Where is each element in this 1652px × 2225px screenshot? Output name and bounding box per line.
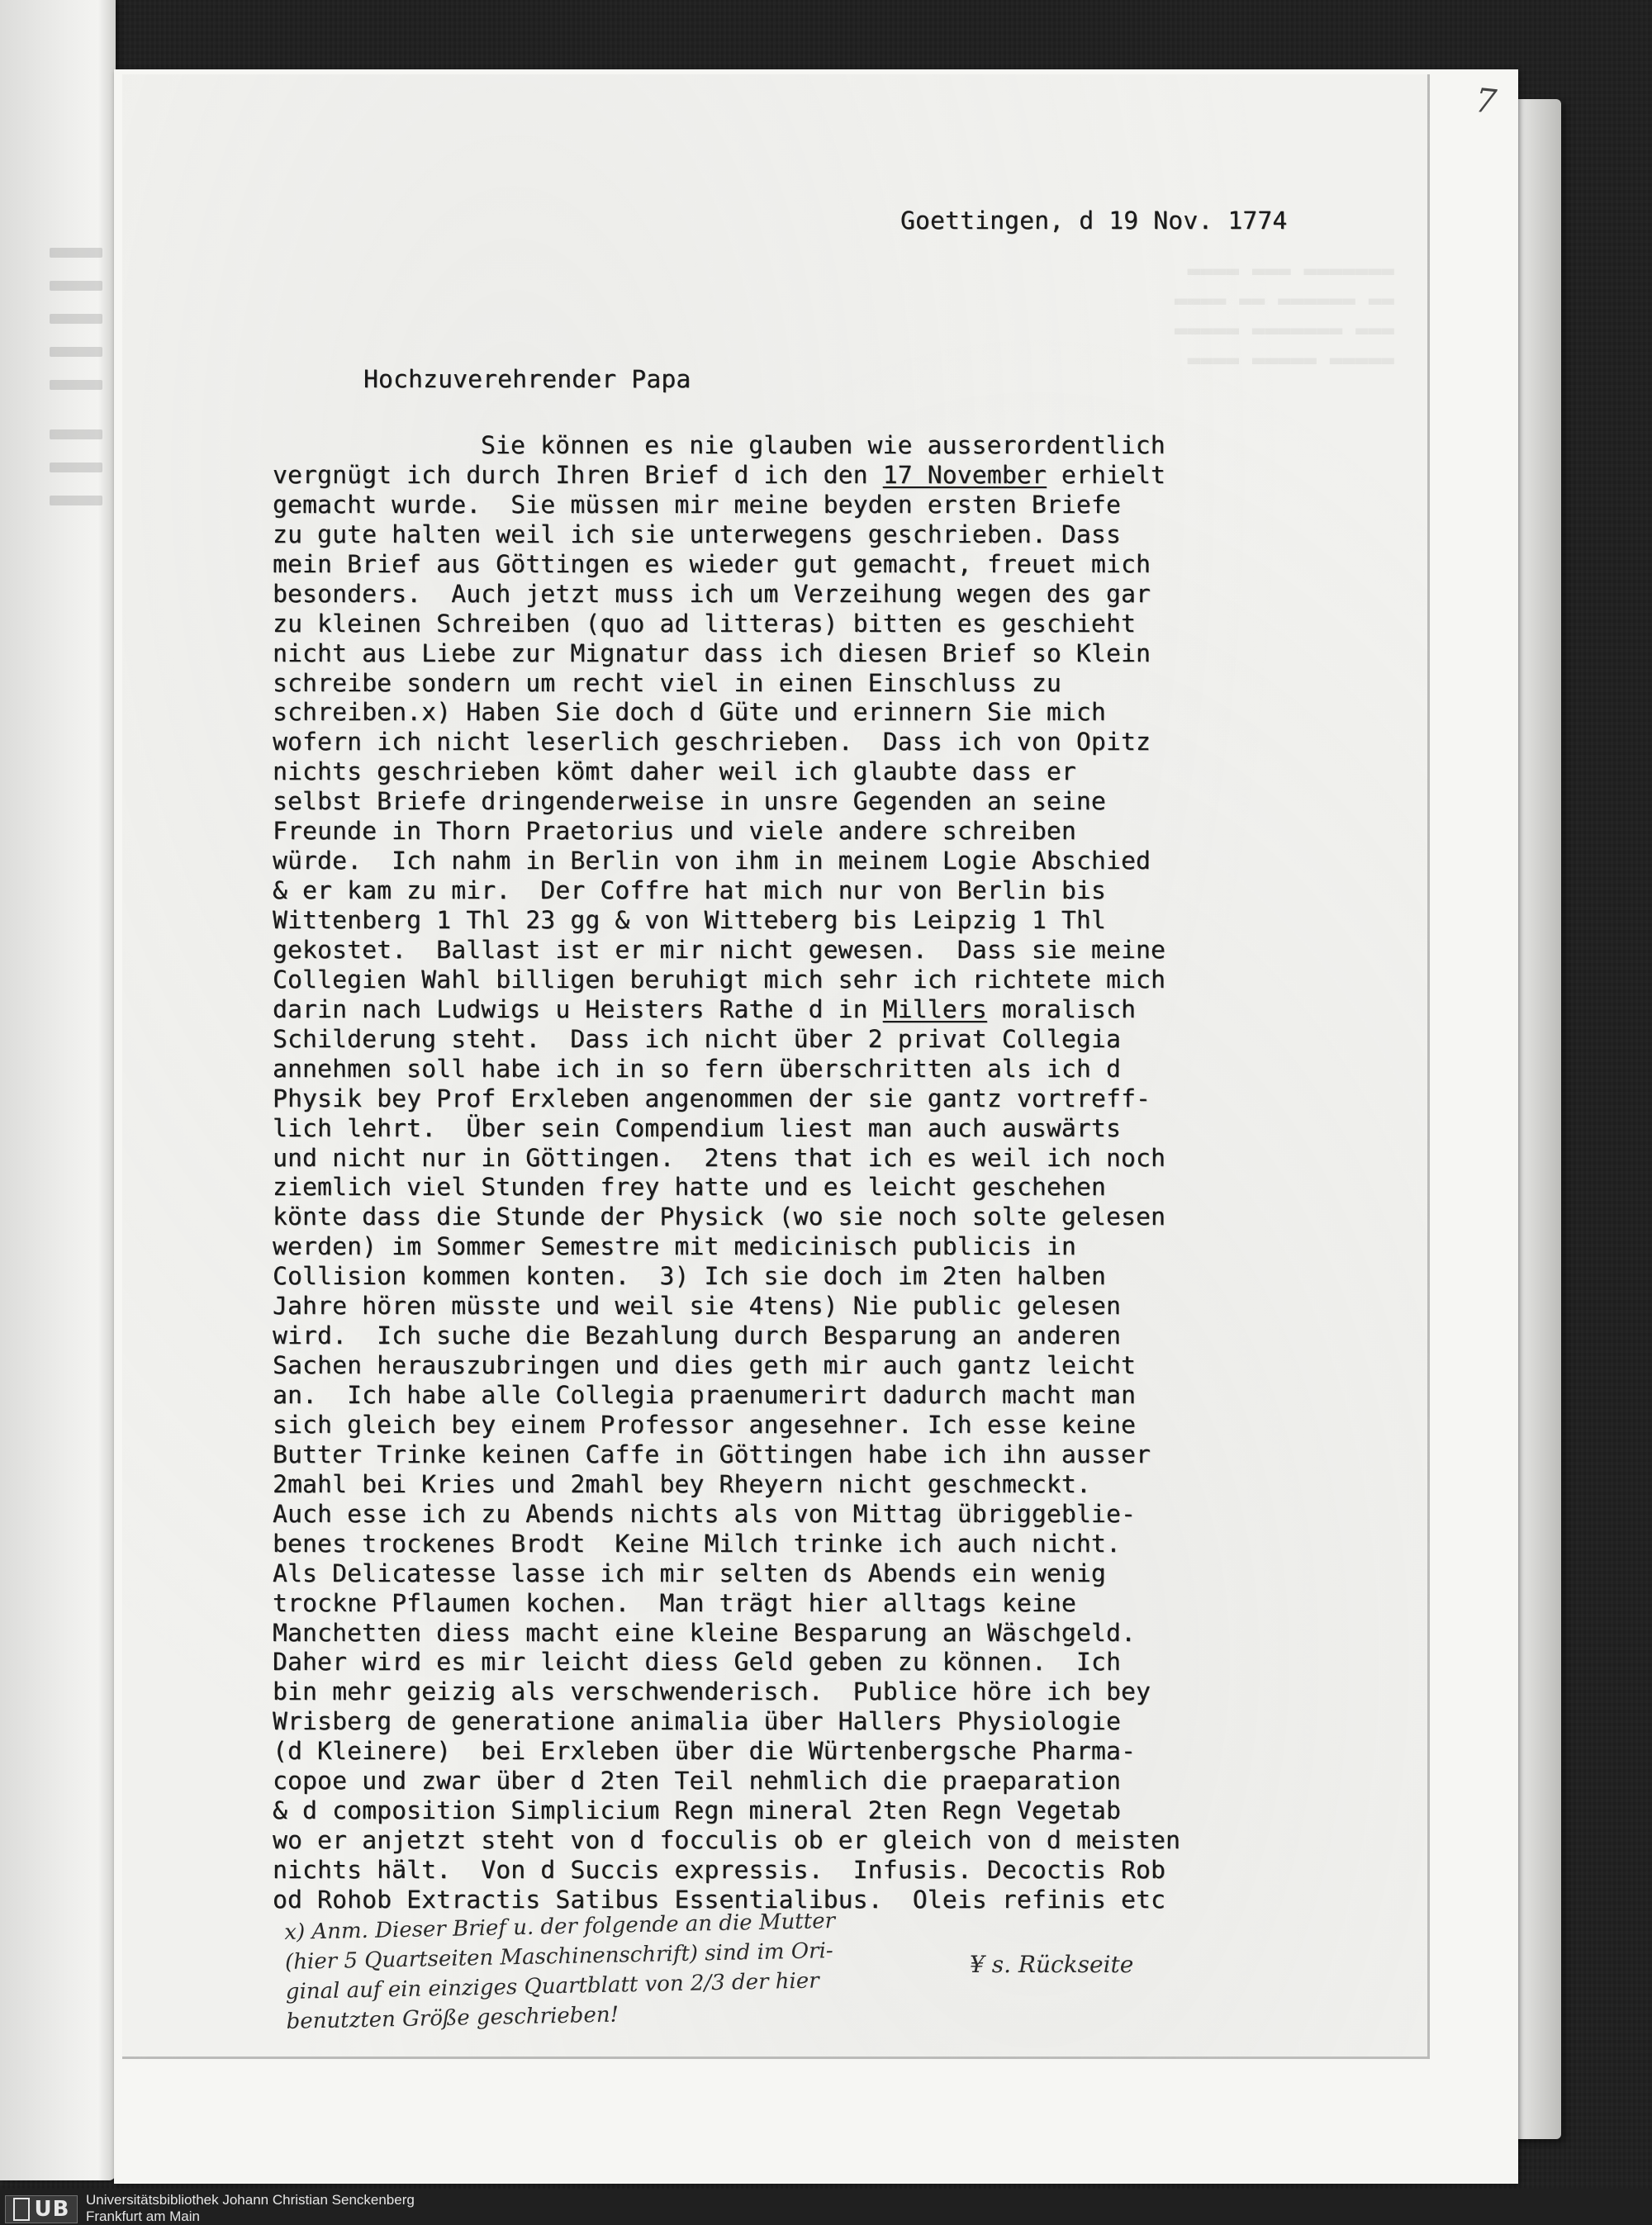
letter-line bbox=[273, 1619, 1437, 1649]
footnote-line: ginal auf ein einziges Quartblatt von 2/3 der hier bbox=[285, 1968, 819, 2004]
letter-line bbox=[273, 1677, 1437, 1707]
letter-line bbox=[273, 1262, 1437, 1292]
line-text: (d Kleinere) bei Erxleben über die Würtenbergsche Pharma- bbox=[273, 1737, 1136, 1766]
letter-line bbox=[273, 580, 1437, 610]
line-text: vergnügt ich durch Ihren Brief d ich den bbox=[273, 460, 883, 489]
line-text: könte dass die Stunde der Physick (wo sie noch solte gelesen bbox=[273, 1203, 1166, 1231]
line-text: Sachen herauszubringen und dies geth mir auch gantz leicht bbox=[273, 1351, 1136, 1380]
letter-line bbox=[273, 1232, 1437, 1262]
letter-line bbox=[273, 1351, 1437, 1381]
line-text: gekostet. Ballast ist er mir nicht gewesen. Dass sie meine bbox=[273, 935, 1166, 964]
line-text: & er kam zu mir. Der Coffre hat mich nur von Berlin bis bbox=[273, 876, 1106, 905]
letter-line bbox=[273, 817, 1437, 847]
line-text: wofern ich nicht leserlich geschrieben. Dass ich von Opitz bbox=[273, 728, 1151, 757]
letter-line bbox=[273, 1173, 1437, 1203]
letter-line bbox=[273, 431, 1437, 461]
bleed-through-text: ▬▬▬▬ ▬▬▬ ▬▬▬▬▬▬▬ ▬▬▬▬ ▬▬ ▬▬▬▬▬▬ ▬▬ ▬▬▬▬▬ ▬▬▬▬▬▬▬ ▬▬▬ ▬▬▬▬ ▬▬▬▬▬ ▬▬▬▬▬ bbox=[1174, 259, 1394, 372]
handwritten-footnote bbox=[284, 1903, 997, 2037]
book-page bbox=[114, 69, 1518, 2184]
letter-line bbox=[273, 1559, 1437, 1589]
line-text: mein Brief aus Göttingen es wieder gut gemacht, freuet mich bbox=[273, 549, 1151, 578]
line-text: Wittenberg 1 Thl 23 gg & von Witteberg bis Leipzig 1 Thl bbox=[273, 906, 1106, 934]
letter-line bbox=[273, 461, 1437, 491]
letter-line bbox=[273, 698, 1437, 728]
letter-line bbox=[273, 1500, 1437, 1530]
library-footer bbox=[0, 2189, 1652, 2225]
letter-line bbox=[273, 1440, 1437, 1470]
line-text: lich lehrt. Über sein Compendium liest man auch auswärts bbox=[273, 1113, 1121, 1142]
line-text: wird. Ich suche die Bezahlung durch Besparung an anderen bbox=[273, 1321, 1121, 1350]
letter-line bbox=[273, 1530, 1437, 1559]
line-text: Manchetten diess macht eine kleine Besparung an Wäschgeld. bbox=[273, 1618, 1136, 1647]
line-text: Daher wird es mir leicht diess Geld geben zu können. Ich bbox=[273, 1648, 1121, 1677]
letter-line bbox=[273, 876, 1437, 906]
line-text: & d composition Simplicium Regn mineral 2ten Regn Vegetab bbox=[273, 1796, 1121, 1825]
line-text: Butter Trinke keinen Caffe in Göttingen habe ich ihn ausser bbox=[273, 1440, 1151, 1468]
page-number: 7 bbox=[1473, 81, 1498, 122]
line-text: Physik bey Prof Erxleben angenommen der sie gantz vortreff- bbox=[273, 1084, 1151, 1112]
line-text: Collegien Wahl billigen beruhigt mich sehr ich richtete mich bbox=[273, 965, 1166, 994]
ub-logo bbox=[5, 2195, 78, 2223]
line-text: nicht aus Liebe zur Mignatur dass ich diesen Brief so Klein bbox=[273, 638, 1151, 667]
line-text: nichts geschrieben kömt daher weil ich glaubte dass er bbox=[273, 757, 1076, 786]
line-text: werden) im Sommer Semestre mit medicinisch publicis in bbox=[273, 1232, 1076, 1261]
line-text: moralisch bbox=[986, 994, 1136, 1023]
letter-line bbox=[273, 520, 1437, 550]
letter-line bbox=[273, 1381, 1437, 1411]
line-text: od Rohob Extractis Satibus Essentialibus. Oleis refinis etc bbox=[273, 1885, 1166, 1914]
institution-line-2: Frankfurt am Main bbox=[86, 2208, 200, 2224]
line-text: gemacht wurde. Sie müssen mir meine beyden ersten Briefe bbox=[273, 490, 1121, 519]
footnote-line: (hier 5 Quartseiten Maschinenschrift) sind im Ori- bbox=[284, 1938, 833, 1975]
line-text: ziemlich viel Stunden frey hatte und es leicht geschehen bbox=[273, 1173, 1106, 1202]
letter-line bbox=[273, 1589, 1437, 1619]
underlined-text: 17 November bbox=[882, 460, 1047, 489]
line-text: trockne Pflaumen kochen. Man trägt hier alltags keine bbox=[273, 1588, 1076, 1617]
letter-date: Goettingen, d 19 Nov. 1774 bbox=[900, 206, 1288, 235]
line-text: annehmen soll habe ich in so fern überschritten als ich d bbox=[273, 1054, 1121, 1083]
line-text: schreibe sondern um recht viel in einen Einschluss zu bbox=[273, 668, 1061, 697]
line-text: Auch esse ich zu Abends nichts als von Mittag übriggeblie- bbox=[273, 1499, 1136, 1528]
letter-body bbox=[273, 431, 1437, 1915]
line-text: Sie können es nie glauben wie ausserordentlich bbox=[481, 431, 1165, 459]
letter-line bbox=[273, 757, 1437, 787]
letter-line bbox=[273, 1707, 1437, 1737]
letter-line bbox=[273, 1470, 1437, 1500]
letter-line bbox=[273, 1737, 1437, 1767]
handwritten-aside-note: ¥ s. Rückseite bbox=[970, 1951, 1134, 1978]
line-text: wo er anjetzt steht von d focculis ob er gleich von d meisten bbox=[273, 1826, 1181, 1855]
line-text: an. Ich habe alle Collegia praenumerirt dadurch macht man bbox=[273, 1381, 1136, 1409]
letter-line bbox=[273, 1114, 1437, 1144]
footnote-line: x) Anm. Dieser Brief u. der folgende an die Mutter bbox=[284, 1909, 836, 1945]
line-text: Freunde in Thorn Praetorius und viele andere schreiben bbox=[273, 817, 1076, 846]
letter-line bbox=[273, 936, 1437, 965]
line-text: selbst Briefe dringenderweise in unsre Gegenden an seine bbox=[273, 787, 1106, 816]
line-text: würde. Ich nahm in Berlin von ihm in meinem Logie Abschied bbox=[273, 847, 1151, 875]
letter-salutation: Hochzuverehrender Papa bbox=[363, 365, 691, 393]
line-text: Schilderung steht. Dass ich nicht über 2 privat Collegia bbox=[273, 1024, 1121, 1053]
line-text: sich gleich bey einem Professor angesehner. Ich esse keine bbox=[273, 1410, 1136, 1439]
letter-line bbox=[273, 1144, 1437, 1174]
letter-line bbox=[273, 1767, 1437, 1796]
line-text: darin nach Ludwigs u Heisters Rathe d in bbox=[273, 994, 883, 1023]
line-text: besonders. Auch jetzt muss ich um Verzeihung wegen des gar bbox=[273, 579, 1151, 608]
letter-line bbox=[273, 1856, 1437, 1886]
letter-line bbox=[273, 1084, 1437, 1114]
letter-line bbox=[273, 728, 1437, 757]
letter-line bbox=[273, 669, 1437, 699]
letter-line bbox=[273, 965, 1437, 995]
letter-line bbox=[273, 1411, 1437, 1440]
ub-logo-text: UB bbox=[34, 2197, 70, 2222]
ub-logo-mark-icon bbox=[13, 2198, 30, 2221]
letter-line bbox=[273, 1055, 1437, 1084]
line-text: nichts hält. Von d Succis expressis. Infusis. Decoctis Rob bbox=[273, 1856, 1166, 1884]
letter-line bbox=[273, 1292, 1437, 1321]
letter-line bbox=[273, 1203, 1437, 1232]
line-text: benes trockenes Brodt Keine Milch trinke ich auch nicht. bbox=[273, 1529, 1121, 1558]
line-text: schreiben.x) Haben Sie doch d Güte und erinnern Sie mich bbox=[273, 698, 1106, 727]
line-text: Jahre hören müsste und weil sie 4tens) Nie public gelesen bbox=[273, 1292, 1121, 1321]
line-text: Collision kommen konten. 3) Ich sie doch im 2ten halben bbox=[273, 1262, 1106, 1291]
footnote-line: benutzten Größe geschrieben! bbox=[286, 2002, 620, 2034]
line-text: 2mahl bei Kries und 2mahl bey Rheyern nicht geschmeckt. bbox=[273, 1469, 1091, 1498]
line-text: copoe und zwar über d 2ten Teil nehmlich die praeparation bbox=[273, 1767, 1121, 1796]
letter-line bbox=[273, 491, 1437, 520]
letter-line bbox=[273, 787, 1437, 817]
letter-line bbox=[273, 1796, 1437, 1826]
line-text: Wrisberg de generatione animalia über Hallers Physiologie bbox=[273, 1707, 1121, 1736]
typed-letter-sheet bbox=[122, 74, 1430, 2059]
letter-line bbox=[273, 1321, 1437, 1351]
letter-line bbox=[273, 906, 1437, 936]
line-text: zu kleinen Schreiben (quo ad litteras) bitten es geschieht bbox=[273, 609, 1136, 638]
line-text: bin mehr geizig als verschwenderisch. Publice höre ich bey bbox=[273, 1677, 1151, 1706]
institution-name bbox=[86, 2192, 415, 2225]
letter-line bbox=[273, 847, 1437, 876]
letter-line bbox=[273, 995, 1437, 1025]
line-text: erhielt bbox=[1046, 460, 1166, 489]
line-text: Als Delicatesse lasse ich mir selten ds Abends ein wenig bbox=[273, 1558, 1106, 1587]
letter-line bbox=[273, 639, 1437, 669]
letter-line bbox=[273, 1025, 1437, 1055]
line-text: zu gute halten weil ich sie unterwegens geschrieben. Dass bbox=[273, 519, 1121, 548]
previous-page-edge bbox=[0, 0, 116, 2180]
line-text: und nicht nur in Göttingen. 2tens that ich es weil ich noch bbox=[273, 1143, 1166, 1172]
letter-line bbox=[273, 610, 1437, 639]
letter-line bbox=[273, 550, 1437, 580]
institution-line-1: Universitätsbibliothek Johann Christian Senckenberg bbox=[86, 2192, 415, 2208]
underlined-text: Millers bbox=[882, 994, 987, 1023]
letter-line bbox=[273, 1826, 1437, 1856]
letter-line bbox=[273, 1648, 1437, 1677]
